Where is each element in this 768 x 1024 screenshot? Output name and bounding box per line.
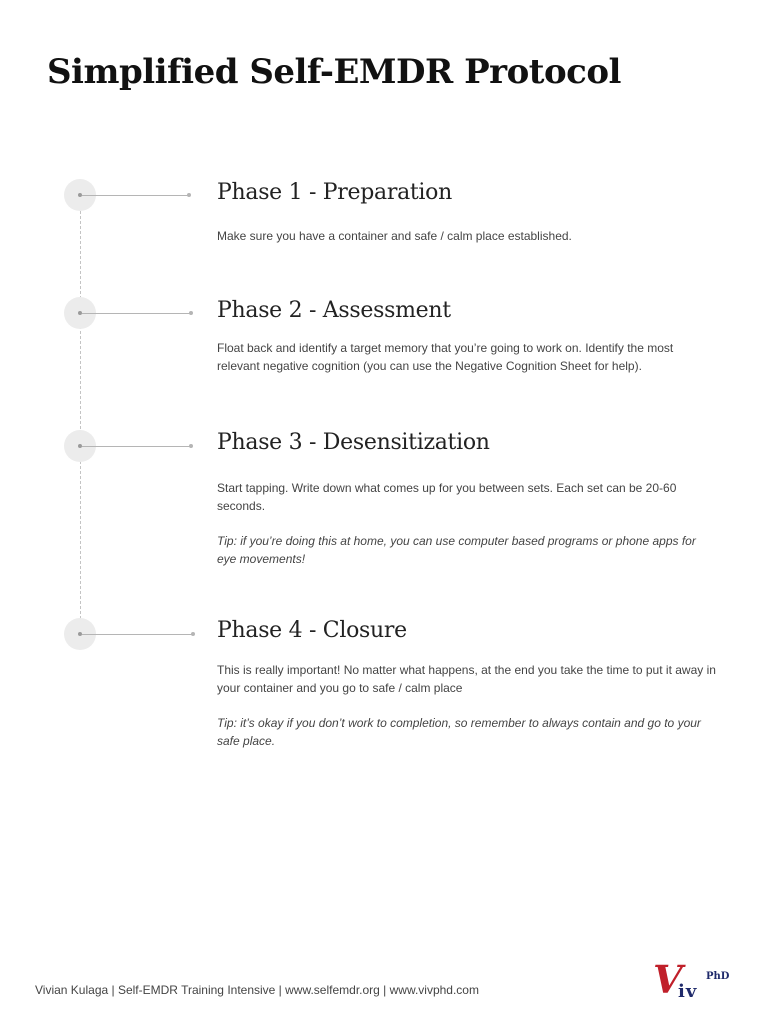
phase-2 [217, 298, 717, 375]
phase-title: Phase 4 - Closure [217, 618, 407, 643]
timeline-line [80, 196, 81, 634]
page-title: Simplified Self-EMDR Protocol [47, 52, 621, 92]
phase-3-connector [82, 446, 190, 447]
footer-credits: Vivian Kulaga | Self-EMDR Training Intensive | www.selfemdr.org | www.vivphd.com [35, 983, 479, 997]
phase-title: Phase 1 - Preparation [217, 180, 452, 205]
phase-description: Make sure you have a container and safe / calm place established. [217, 229, 572, 244]
phase-description: Start tapping. Write down what comes up for you between sets. Each set can be 20-60 seconds. [217, 481, 677, 514]
svg-text:PhD: PhD [706, 971, 730, 982]
phase-description: This is really important! No matter what happens, at the end you take the time to put it away in your container and you go to safe / calm place [217, 663, 716, 696]
phase-4-connector [82, 634, 192, 635]
phase-3 [217, 430, 717, 568]
phase-title: Phase 2 - Assessment [217, 298, 451, 323]
phase-tip: Tip: it’s okay if you don’t work to completion, so remember to always contain and go to your safe place. [217, 716, 701, 749]
phase-description: Float back and identify a target memory that you’re going to work on. Identify the most relevant negative cognition (you can use the Negative Cognition Sheet for help). [217, 341, 674, 374]
phase-title: Phase 3 - Desensitization [217, 430, 490, 455]
phase-tip: Tip: if you’re doing this at home, you can use computer based programs or phone apps for eye movements! [217, 534, 696, 567]
svg-text:iv: iv [678, 981, 698, 1002]
phase-1 [217, 180, 717, 245]
vivphd-logo [651, 955, 735, 1003]
phase-2-connector [82, 313, 190, 314]
svg-text:V: V [653, 957, 683, 1002]
phase-4 [217, 618, 717, 750]
phase-1-connector [82, 195, 188, 196]
